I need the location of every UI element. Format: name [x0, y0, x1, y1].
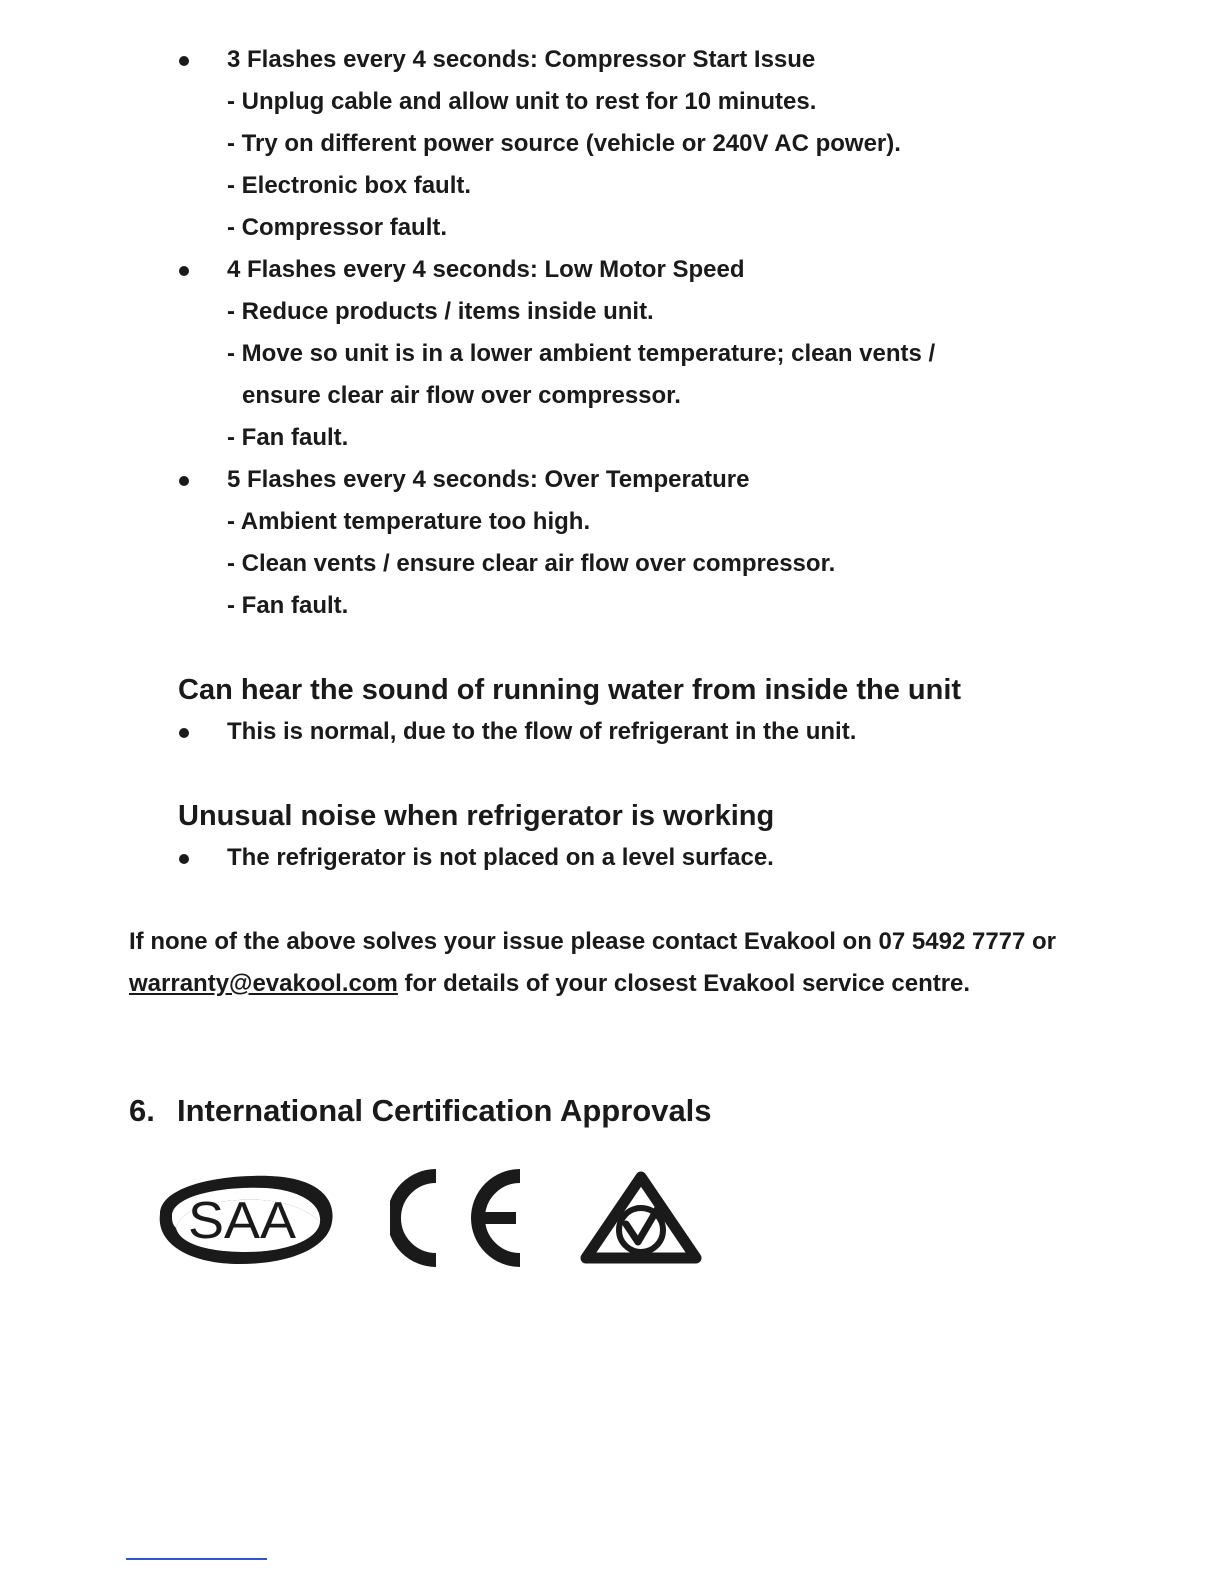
water-sound-heading: Can hear the sound of running water from inside the unit	[178, 674, 962, 706]
section-title: International Certification Approvals	[177, 1093, 712, 1128]
saa-logo-icon	[150, 1168, 338, 1268]
warranty-email-link[interactable]: warranty@evakool.com	[129, 970, 398, 997]
bullet-icon	[179, 56, 189, 66]
fault-step-continued: ensure clear air flow over compressor.	[242, 382, 681, 409]
fault-title: 4 Flashes every 4 seconds: Low Motor Speed	[227, 256, 745, 283]
bullet-icon	[179, 266, 189, 276]
unusual-noise-item: The refrigerator is not placed on a level surface.	[227, 844, 774, 871]
contact-paragraph	[129, 921, 1089, 1005]
certification-logos	[150, 1168, 720, 1268]
fault-step: - Unplug cable and allow unit to rest for 10 minutes.	[227, 88, 817, 115]
fault-step: - Clean vents / ensure clear air flow over compressor.	[227, 550, 836, 577]
fault-step: - Fan fault.	[227, 424, 349, 451]
fault-title: 5 Flashes every 4 seconds: Over Temperature	[227, 466, 750, 493]
contact-text-after: for details of your closest Evakool service centre.	[397, 970, 971, 997]
water-sound-item: This is normal, due to the flow of refrigerant in the unit.	[227, 718, 857, 745]
fault-step: - Fan fault.	[227, 592, 349, 619]
fault-title: 3 Flashes every 4 seconds: Compressor Start Issue	[227, 46, 816, 73]
bullet-icon	[179, 728, 189, 738]
section-number: 6.	[129, 1093, 155, 1128]
footnote-divider	[126, 1558, 267, 1560]
rcm-mark-icon	[578, 1168, 704, 1268]
fault-step: - Electronic box fault.	[227, 172, 472, 199]
bullet-icon	[179, 476, 189, 486]
ce-mark-icon	[390, 1168, 530, 1268]
section-heading	[129, 1093, 712, 1129]
bullet-icon	[179, 854, 189, 864]
fault-step: - Reduce products / items inside unit.	[227, 298, 654, 325]
fault-step: - Try on different power source (vehicle or 240V AC power).	[227, 130, 901, 157]
unusual-noise-heading: Unusual noise when refrigerator is working	[178, 800, 775, 832]
fault-step: - Move so unit is in a lower ambient temperature; clean vents /	[227, 340, 936, 367]
contact-text-before: If none of the above solves your issue please contact Evakool on 07 5492 7777 or	[129, 928, 1057, 955]
saa-logo-text: SAA	[188, 1192, 297, 1250]
fault-step: - Ambient temperature too high.	[227, 508, 591, 535]
fault-step: - Compressor fault.	[227, 214, 448, 241]
